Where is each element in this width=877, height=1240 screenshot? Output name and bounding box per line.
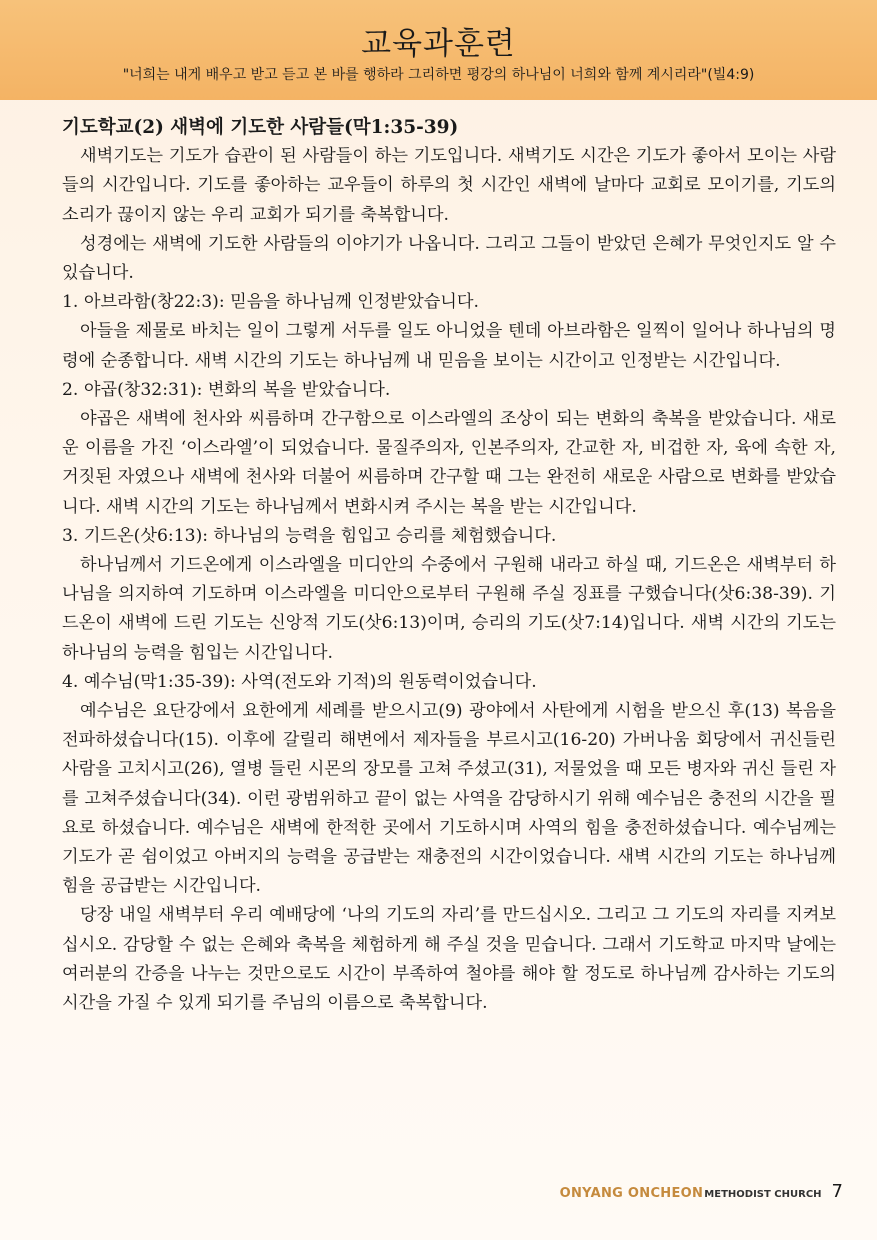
item-1-body: 아들을 제물로 바치는 일이 그렇게 서두를 일도 아니었을 텐데 아브라함은 일찍이 일어나 하나님의 명령에 순종합니다. 새벽 시간의 기도는 하나님께 내 믿음을 보이는 시간이고 인정받는 시간입니다.: [62, 321, 836, 371]
item-1-heading: 1. 아브라함(창22:3): 믿음을 하나님께 인정받았습니다.: [62, 292, 479, 313]
item-2-heading: 2. 야곱(창32:31): 변화의 복을 받았습니다.: [62, 379, 391, 400]
item-3-heading: 3. 기드온(삿6:13): 하나님의 능력을 힘입고 승리를 체험했습니다.: [62, 525, 557, 546]
page-header: [0, 0, 877, 100]
bible-verse: "너희는 내게 배우고 받고 듣고 본 바를 행하라 그리하면 평강의 하나님이 너희와 함께 계시리라"(빌4:9): [122, 67, 755, 83]
item-2-body: 야곱은 새벽에 천사와 씨름하며 간구함으로 이스라엘의 조상이 되는 변화의 축복을 받았습니다. 새로운 이름을 가진 ‘이스라엘’이 되었습니다. 물질주의자, 인본주의자, 간교한 자, 비겁한 자, 육에 속한 자, 거짓된 자였으나 새벽에 천사와 더불어 씨름하며 간구할 때 그는 완전히 새로운 사람으로 변화를 받았습니다. 새벽 시간의 기도는 하나님께서 변화시켜 주시는 복을 받는 시간입니다.: [62, 409, 836, 517]
page-number: 7: [831, 1181, 843, 1202]
church-name-sub: METHODIST CHURCH: [704, 1189, 822, 1200]
intro-paragraph-2: 성경에는 새벽에 기도한 사람들의 이야기가 나옵니다. 그리고 그들이 받았던 은혜가 무엇인지도 알 수 있습니다.: [62, 233, 836, 284]
item-4-heading: 4. 예수님(막1:35-39): 사역(전도와 기적)의 원동력이었습니다.: [62, 671, 537, 692]
article-body: [62, 113, 836, 1018]
page-footer: [560, 1181, 843, 1202]
item-4-body: 예수님은 요단강에서 요한에게 세례를 받으시고(9) 광야에서 사탄에게 시험을 받으신 후(13) 복음을 전파하셨습니다(15). 이후에 갈릴리 해변에서 제자들을 부르시고(16-20) 가버나움 회당에서 귀신들린 사람을 고치시고(26), 열병 들린 시몬의 장모를 고쳐 주셨고(31), 저물었을 때 모든 병자와 귀신 들린 자를 고쳐주셨습니다(34). 이런 광범위하고 끝이 없는 사역을 감당하시기 위해 예수님은 충전의 시간을 필요로 하셨습니다. 예수님은 새벽에 한적한 곳에서 기도하시며 사역의 힘을 충전하셨습니다. 예수님께는 기도가 곧 쉼이었고 아버지의 능력을 공급받는 재충전의 시간이었습니다. 새벽 시간의 기도는 하나님께 힘을 공급받는 시간입니다.: [62, 701, 836, 897]
page-title: 교육과훈련: [361, 26, 516, 62]
church-name-main: ONYANG ONCHEON: [559, 1186, 704, 1201]
church-name: [560, 1182, 822, 1201]
item-3-body: 하나님께서 기드온에게 이스라엘을 미디안의 수중에서 구원해 내라고 하실 때, 기드온은 새벽부터 하나님을 의지하여 기도하며 이스라엘을 미디안으로부터 구원해 주실 징표를 구했습니다(삿6:38-39). 기드온이 새벽에 드린 기도는 신앙적 기도(삿6:13)이며, 승리의 기도(삿7:14)입니다. 새벽 시간의 기도는 하나님의 능력을 힘입는 시간입니다.: [62, 555, 836, 663]
article-title: 기도학교(2) 새벽에 기도한 사람들(막1:35-39): [62, 117, 459, 138]
intro-paragraph-1: 새벽기도는 기도가 습관이 된 사람들이 하는 기도입니다. 새벽기도 시간은 기도가 좋아서 모이는 사람들의 시간입니다. 기도를 좋아하는 교우들이 하루의 첫 시간인 새벽에 날마다 교회로 모이기를, 기도의 소리가 끊이지 않는 우리 교회가 되기를 축복합니다.: [62, 146, 836, 225]
closing-paragraph: 당장 내일 새벽부터 우리 예배당에 ‘나의 기도의 자리’를 만드십시오. 그리고 그 기도의 자리를 지켜보십시오. 감당할 수 없는 은혜와 축복을 체험하게 해 주실 것을 믿습니다. 그래서 기도학교 마지막 날에는 여러분의 간증을 나누는 것만으로도 시간이 부족하여 철야를 해야 할 정도로 하나님께 감사하는 기도의 시간을 가질 수 있게 되기를 주님의 이름으로 축복합니다.: [62, 905, 836, 1014]
